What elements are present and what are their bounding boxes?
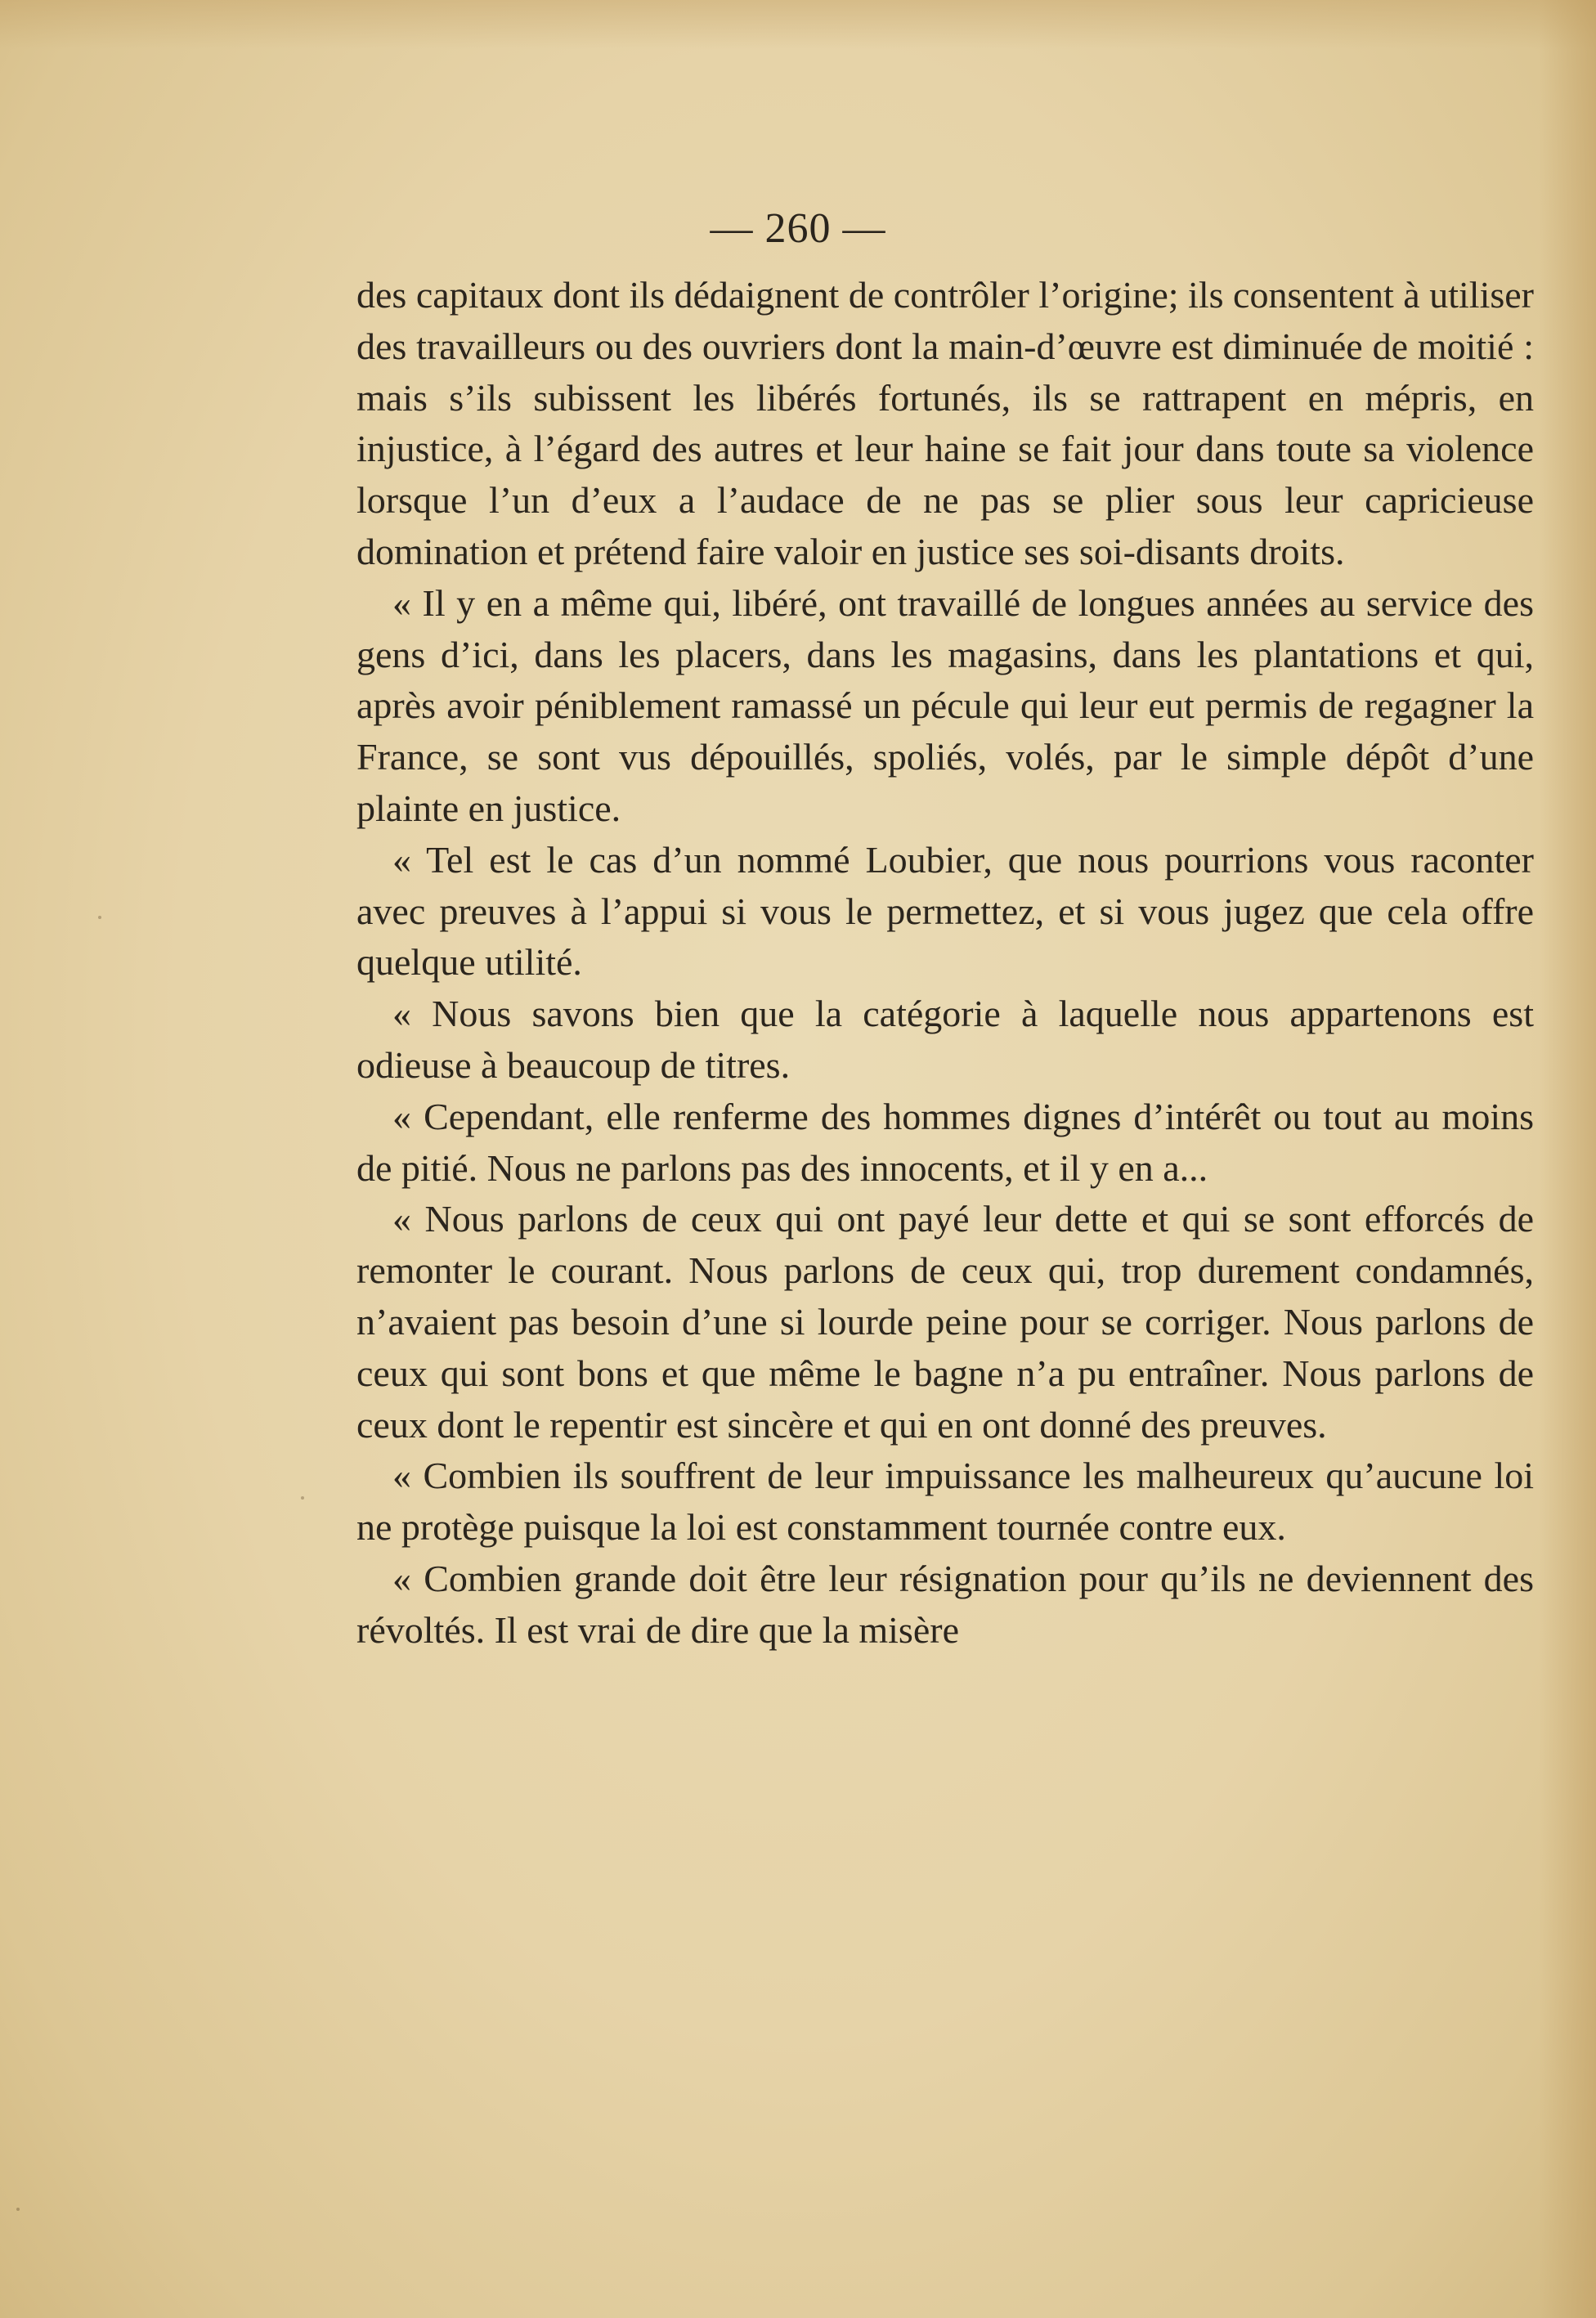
paragraph: « Nous parlons de ceux qui ont payé leur dette et qui se sont efforcés de remonter le courant. Nous parlons de ceux qui, trop durement condamnés, n’avaient pas besoin d’une si lourde peine pour se corriger. Nous parlons de ceux qui sont bons et que même le bagne n’a pu entraîner. Nous parlons de ceux dont le repentir est sincère et qui en ont donné des preuves.: [356, 1198, 1534, 1446]
paragraph: « Combien grande doit être leur résignation pour qu’ils ne deviennent des révoltés. Il est vrai de dire que la misère: [356, 1557, 1534, 1651]
paper-speck: [301, 1496, 304, 1500]
paper-speck: [16, 2208, 20, 2211]
paragraph: des capitaux dont ils dédaignent de contrôler l’origine; ils consentent à utiliser des travailleurs ou des ouvriers dont la main-d’œuvre est diminuée de moitié : mais s’ils subissent les libérés fortunés, ils se rattrapent en mépris, en injustice, à l’égard des autres et leur haine se fait jour dans toute sa violence lorsque l’un d’eux a l’audace de ne pas se plier sous leur capricieuse domination et prétend faire valoir en justice ses soi-disants droits.: [356, 274, 1534, 572]
page-number: — 260 —: [710, 205, 886, 252]
paragraph: « Nous savons bien que la catégorie à laquelle nous appartenons est odieuse à beaucoup de titres.: [356, 993, 1534, 1086]
page-top-shadow: [0, 0, 1596, 49]
paragraph: « Il y en a même qui, libéré, ont travaillé de longues années au service des gens d’ici, dans les placers, dans les magasins, dans les plantations et qui, après avoir péniblement ramassé un pécule qui leur eut permis de regagner la France, se sont vus dépouillés, spoliés, volés, par le simple dépôt d’une plainte en justice.: [356, 581, 1534, 829]
page-edge-shadow: [1539, 0, 1596, 2318]
paragraph: « Combien ils souffrent de leur impuissance les malheureux qu’aucune loi ne protège puisque la loi est constamment tournée contre eux.: [356, 1455, 1534, 1549]
paragraph: « Cependant, elle renferme des hommes dignes d’intérêt ou tout au moins de pitié. Nous ne parlons pas des innocents, et il y en a...: [356, 1095, 1534, 1189]
paragraph: « Tel est le cas d’un nommé Loubier, que nous pourrions vous raconter avec preuves à l’appui si vous le permettez, et si vous jugez que cela offre quelque utilité.: [356, 838, 1534, 984]
paper-speck: [98, 916, 101, 919]
body-text: [356, 270, 1534, 1657]
